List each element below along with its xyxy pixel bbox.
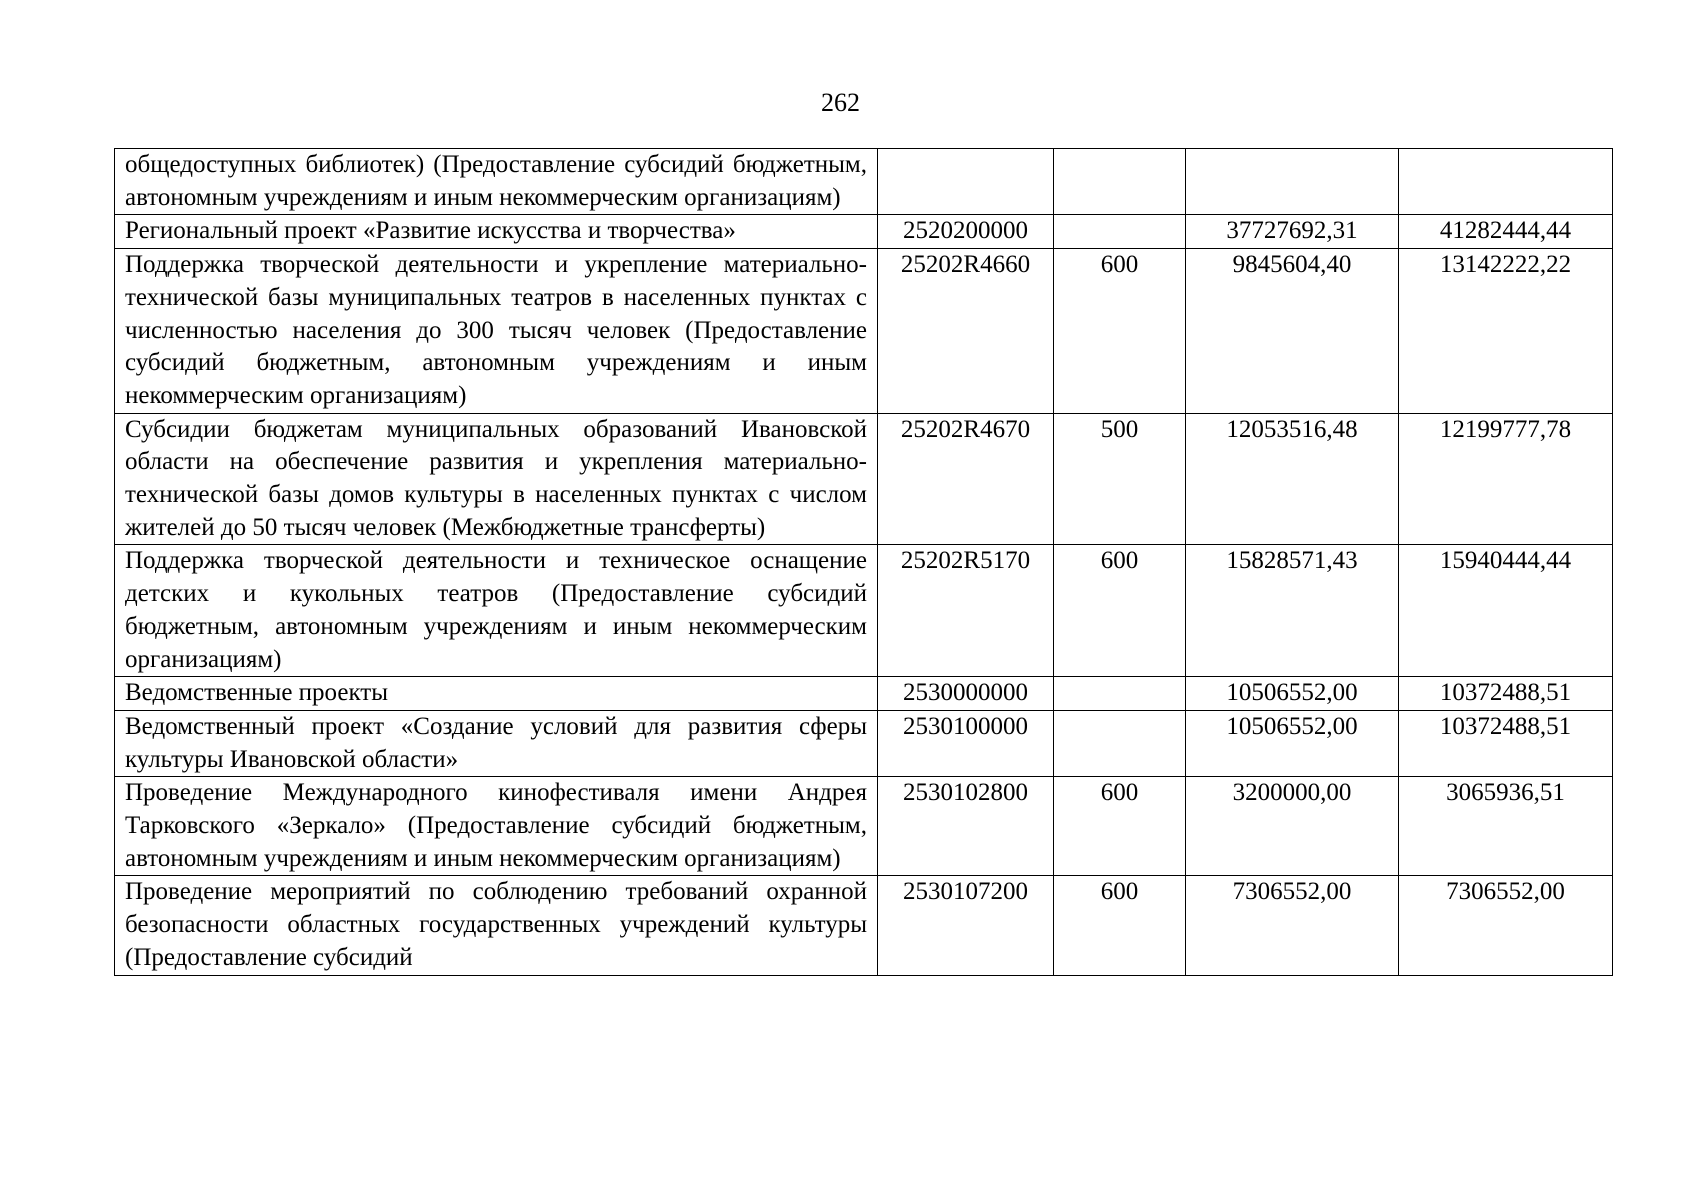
row-code: 2530100000: [878, 710, 1054, 776]
row-code: 25202R5170: [878, 545, 1054, 677]
row-type: [1054, 710, 1186, 776]
row-amount-2: 10372488,51: [1399, 710, 1613, 776]
row-name: Поддержка творческой деятельности и укрепление материально-технической базы муниципальных театров в населенных пунктах с численностью населения до 300 тысяч человек (Предоставление субсидий бюджетным, автономным учреждениям и иным некоммерческим организациям): [115, 249, 878, 414]
row-code: [878, 149, 1054, 215]
row-amount-1: [1186, 149, 1399, 215]
row-code: 2520200000: [878, 215, 1054, 249]
row-amount-2: 10372488,51: [1399, 677, 1613, 711]
row-amount-1: 3200000,00: [1186, 777, 1399, 876]
table-row: [115, 777, 1613, 876]
row-amount-1: 37727692,31: [1186, 215, 1399, 249]
table-row: [115, 677, 1613, 711]
row-name: Проведение Международного кинофестиваля имени Андрея Тарковского «Зеркало» (Предоставление субсидий бюджетным, автономным учреждениям и иным некоммерческим организациям): [115, 777, 878, 876]
row-name: Ведомственный проект «Создание условий для развития сферы культуры Ивановской области»: [115, 710, 878, 776]
row-amount-1: 7306552,00: [1186, 876, 1399, 975]
row-type: 600: [1054, 249, 1186, 414]
row-amount-1: 10506552,00: [1186, 677, 1399, 711]
row-amount-2: [1399, 149, 1613, 215]
row-name: Региональный проект «Развитие искусства и творчества»: [115, 215, 878, 249]
budget-table: [114, 148, 1613, 976]
row-amount-1: 12053516,48: [1186, 413, 1399, 545]
row-amount-1: 9845604,40: [1186, 249, 1399, 414]
row-amount-2: 3065936,51: [1399, 777, 1613, 876]
row-amount-2: 12199777,78: [1399, 413, 1613, 545]
row-name: Ведомственные проекты: [115, 677, 878, 711]
row-amount-2: 15940444,44: [1399, 545, 1613, 677]
row-type: 600: [1054, 876, 1186, 975]
row-type: [1054, 215, 1186, 249]
table-row: [115, 710, 1613, 776]
row-name: Субсидии бюджетам муниципальных образований Ивановской области на обеспечение развития и укрепления материально-технической базы домов культуры в населенных пунктах с числом жителей до 50 тысяч человек (Межбюджетные трансферты): [115, 413, 878, 545]
table-row: [115, 149, 1613, 215]
row-type: 500: [1054, 413, 1186, 545]
row-amount-2: 7306552,00: [1399, 876, 1613, 975]
row-code: 2530107200: [878, 876, 1054, 975]
row-type: 600: [1054, 545, 1186, 677]
row-amount-1: 15828571,43: [1186, 545, 1399, 677]
table-row: [115, 249, 1613, 414]
row-name: Проведение мероприятий по соблюдению требований охранной безопасности областных государственных учреждений культуры (Предоставление субсидий: [115, 876, 878, 975]
row-code: 25202R4660: [878, 249, 1054, 414]
row-code: 2530102800: [878, 777, 1054, 876]
row-amount-1: 10506552,00: [1186, 710, 1399, 776]
table-row: [115, 545, 1613, 677]
row-type: [1054, 149, 1186, 215]
row-amount-2: 13142222,22: [1399, 249, 1613, 414]
table-row: [115, 215, 1613, 249]
row-name: общедоступных библиотек) (Предоставление субсидий бюджетным, автономным учреждениям и иным некоммерческим организациям): [115, 149, 878, 215]
row-code: 25202R4670: [878, 413, 1054, 545]
row-name: Поддержка творческой деятельности и техническое оснащение детских и кукольных театров (Предоставление субсидий бюджетным, автономным учреждениям и иным некоммерческим организациям): [115, 545, 878, 677]
page-number: 262: [821, 88, 860, 117]
row-code: 2530000000: [878, 677, 1054, 711]
row-amount-2: 41282444,44: [1399, 215, 1613, 249]
row-type: 600: [1054, 777, 1186, 876]
table-row: [115, 876, 1613, 975]
row-type: [1054, 677, 1186, 711]
table-row: [115, 413, 1613, 545]
